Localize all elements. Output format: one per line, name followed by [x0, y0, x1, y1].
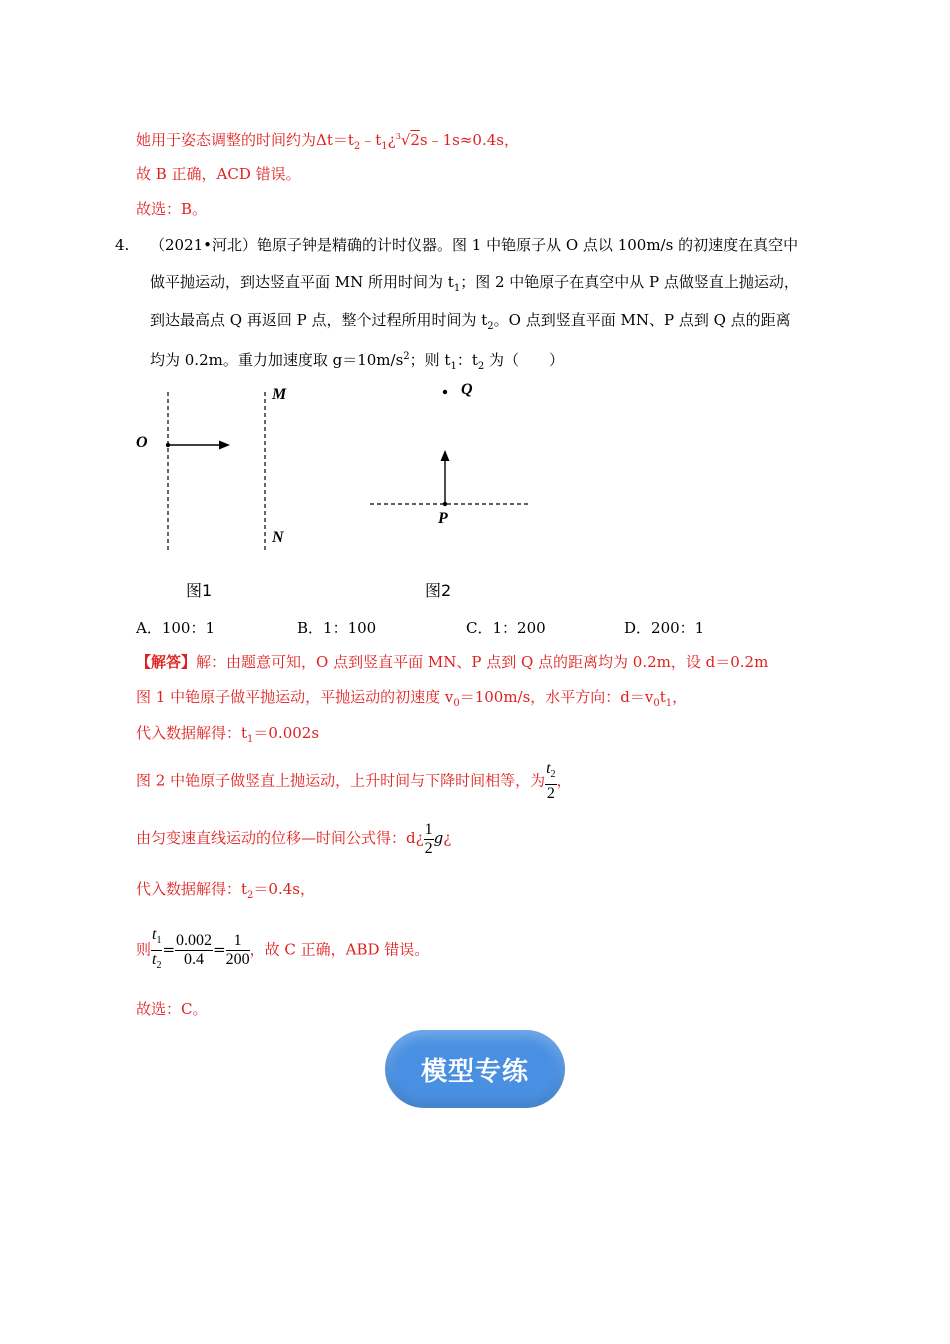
answer-tag: 【解答】: [136, 653, 197, 671]
question-text-line4: 均为 0.2m。重力加速度取 $g=10m/s^2$；则 $t_1$：$t_2$ 为（ ）: [150, 351, 565, 372]
label-m: M: [272, 386, 287, 403]
prev-choice: 故选：B。: [136, 200, 208, 218]
fraction-0002-over-04: $\frac{0.002}{0.4}$: [176, 932, 213, 969]
label-p: P: [438, 510, 448, 527]
point-q: [443, 390, 447, 394]
prev-answer-line: 她用于姿态调整的时间约为$\Delta t=t_2﹣t_1¿^3√2s﹣1s\approx 0.4s$，: [136, 131, 519, 152]
caption-figure-1: 图1: [186, 581, 213, 600]
answer-line1: 【解答】解：由题意可知，O 点到竖直平面 MN、P 点到 Q 点的距离均为 0.2m，设 d＝0.2m: [136, 653, 769, 671]
arrowhead-right: [219, 441, 230, 450]
question-number: 4.: [115, 236, 130, 254]
answer-line5: 由匀变速直线运动的位移—时间公式得：d¿ $\frac{1}{2}$ g¿: [136, 820, 452, 857]
caption-figure-2: 图2: [425, 581, 452, 600]
prev-conclusion: 故 B 正确，ACD 错误。: [136, 165, 301, 183]
answer-line2: 图 1 中铯原子做平抛运动，平抛运动的初速度 $v_0=100m/s$，水平方向：$d=v_0t_1$，: [136, 688, 688, 709]
label-o: O: [136, 434, 148, 451]
question-text-line3: 到达最高点 Q 再返回 P 点，整个过程所用时间为 $t_2$。O 点到竖直平面 MN、P 点到 Q 点的距离: [150, 311, 791, 332]
label-n: N: [272, 529, 284, 546]
answer-line6: 代入数据解得：$t_2=0.4s$，: [136, 880, 315, 901]
model-practice-button[interactable]: 模型专练: [385, 1030, 565, 1108]
fraction-one-half: $\frac{1}{2}$: [424, 820, 433, 857]
question-text-line2: 做平抛运动，到达竖直平面 MN 所用时间为 $t_1$；图 2 中铯原子在真空中从 P 点做竖直上抛运动，: [150, 273, 799, 294]
answer-choice: 故选：C。: [136, 1000, 208, 1018]
answer-line3: 代入数据解得：$t_1=0.002s$: [136, 724, 320, 745]
answer-line7: 则 $\frac{t_1}{t_2}$ = $\frac{0.002}{0.4}$ = $\frac{1}{200}$ ，故 C 正确，ABD 错误。: [136, 926, 429, 975]
option-b[interactable]: B．1：100: [297, 619, 377, 637]
physics-figure: [130, 380, 550, 560]
answer-line4: 图 2 中铯原子做竖直上抛运动，上升时间与下降时间相等，为 $\frac{t_2}{2}$ ，: [136, 760, 572, 803]
option-c[interactable]: C．1：200: [466, 619, 546, 637]
fraction-t2-over-2: $\frac{t_2}{2}$: [546, 760, 556, 803]
arrowhead-up: [441, 450, 450, 461]
label-q: Q: [461, 381, 473, 398]
fraction-1-over-200: $\frac{1}{200}$: [225, 932, 250, 969]
fraction-t1-over-t2: $\frac{t_1}{t_2}$: [152, 926, 162, 972]
option-a[interactable]: A．100：1: [136, 619, 216, 637]
option-d[interactable]: D．200：1: [624, 619, 705, 637]
question-text-line1: （2021•河北）铯原子钟是精确的计时仪器。图 1 中铯原子从 O 点以 100m/s 的初速度在真空中: [150, 236, 799, 254]
